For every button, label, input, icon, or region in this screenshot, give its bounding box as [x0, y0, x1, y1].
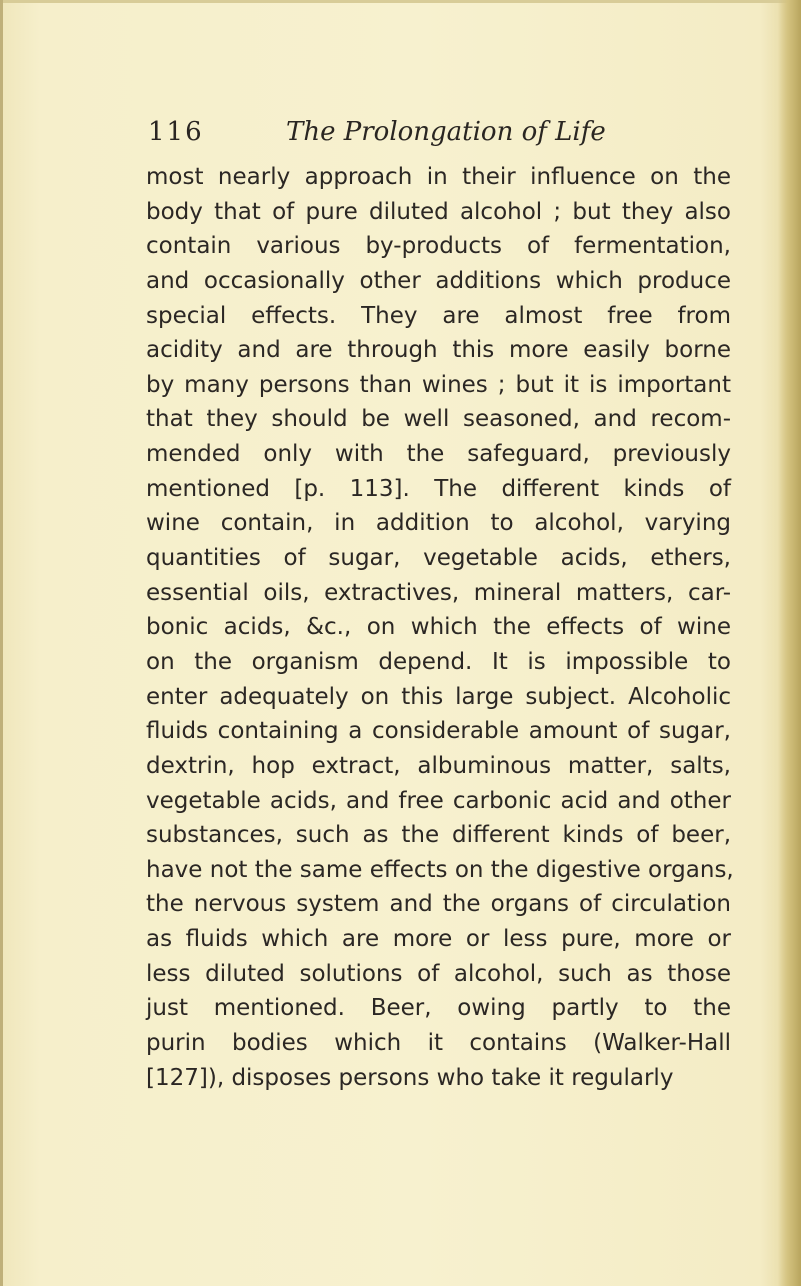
text-line: substances, such as the different kinds of beer,: [146, 822, 731, 849]
text-line: that they should be well seasoned, and recom-: [146, 406, 731, 433]
text-line: have not the same effects on the digestive organs,: [146, 856, 734, 883]
text-line: mended only with the safeguard, previously: [146, 441, 731, 468]
text-line: bonic acids, &c., on which the effects of wine: [146, 614, 731, 641]
text-line: essential oils, extractives, mineral matters, car-: [146, 579, 731, 606]
text-line: purin bodies which it contains (Walker-Hall: [146, 1030, 731, 1057]
page-header: [148, 112, 708, 152]
text-line: wine contain, in addition to alcohol, varying: [146, 510, 731, 537]
text-line: most nearly approach in their influence on the: [146, 164, 731, 190]
running-title: The Prolongation of Life: [286, 117, 606, 147]
page-top-edge: [0, 0, 801, 3]
text-line: and occasionally other additions which produce: [146, 267, 731, 294]
page-right-edge-shadow: [778, 0, 801, 1286]
text-line: acidity and are through this more easily borne: [146, 337, 731, 364]
text-line: vegetable acids, and free carbonic acid and other: [146, 787, 731, 814]
text-line: as fluids which are more or less pure, more or: [146, 926, 731, 953]
text-line: mentioned [p. 113]. The different kinds of: [146, 475, 731, 502]
text-line: on the organism depend. It is impossible to: [146, 648, 731, 675]
text-line: just mentioned. Beer, owing partly to the: [146, 995, 731, 1022]
body-text: [146, 160, 734, 1095]
page-number: 116: [148, 117, 204, 147]
text-line: by many persons than wines ; but it is important: [146, 371, 731, 398]
text-line: the nervous system and the organs of circulation: [146, 891, 731, 918]
text-line: less diluted solutions of alcohol, such as those: [146, 960, 731, 987]
text-line: quantities of sugar, vegetable acids, ethers,: [146, 545, 731, 572]
page-left-edge: [0, 0, 3, 1286]
text-line: special effects. They are almost free from: [146, 302, 731, 329]
text-line: fluids containing a considerable amount of sugar,: [146, 718, 731, 745]
text-line: dextrin, hop extract, albuminous matter, salts,: [146, 752, 731, 779]
text-line: enter adequately on this large subject. Alcoholic: [146, 683, 731, 710]
text-line: [127]), disposes persons who take it regularly: [146, 1064, 674, 1091]
text-line: body that of pure diluted alcohol ; but they also: [146, 198, 731, 225]
text-line: contain various by-products of fermentation,: [146, 233, 731, 260]
